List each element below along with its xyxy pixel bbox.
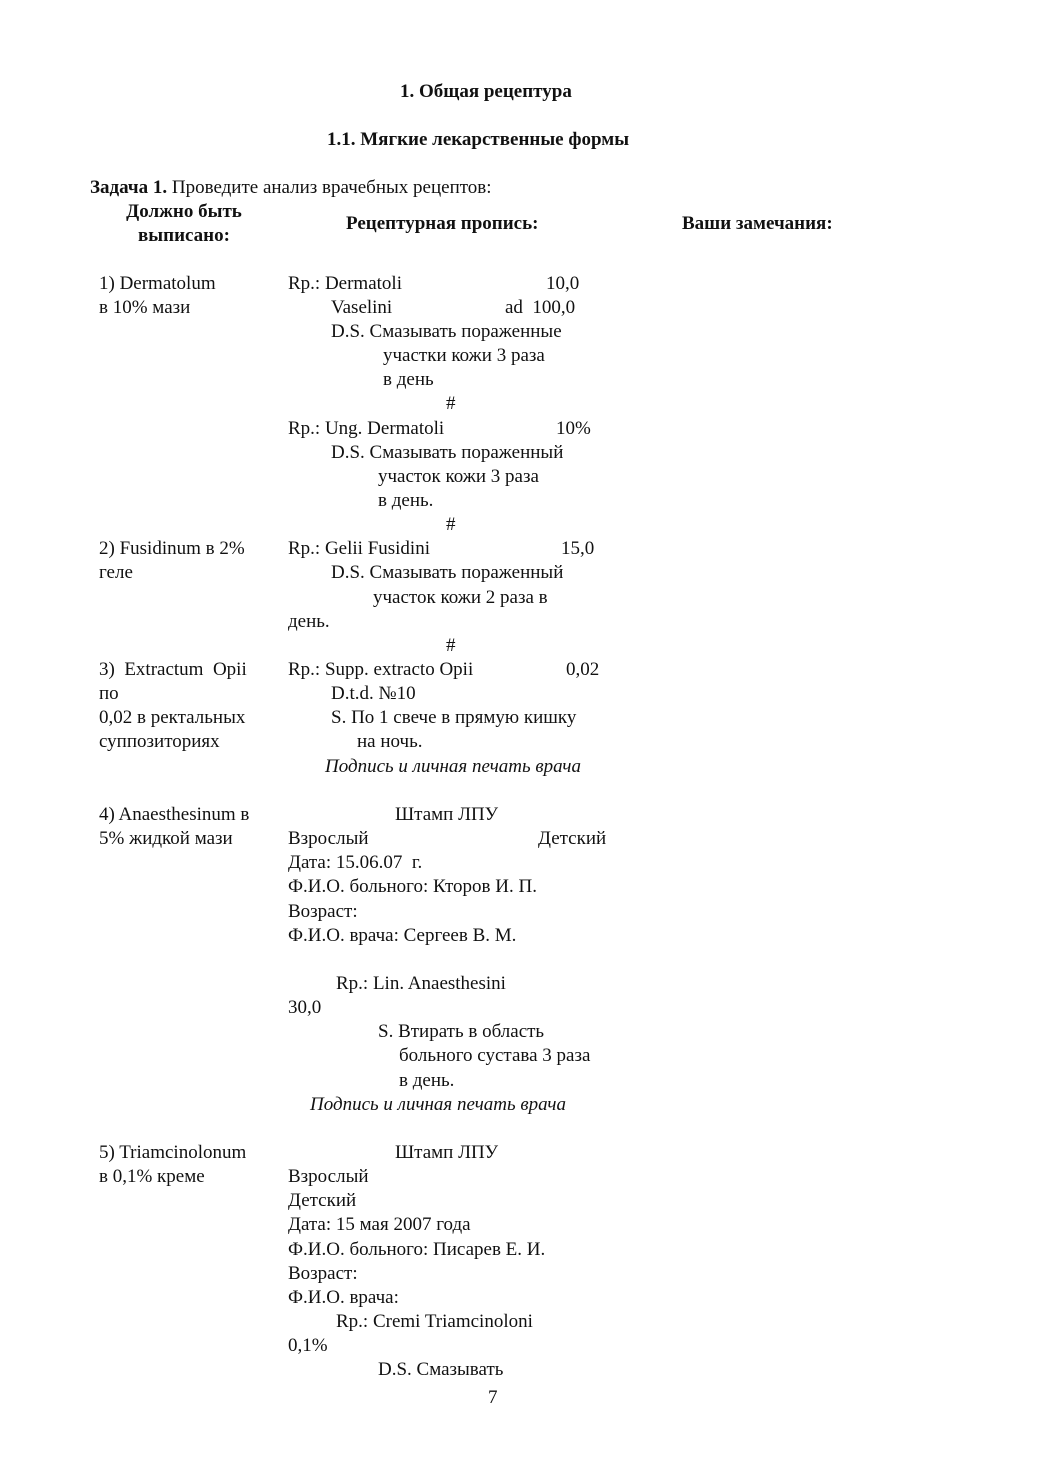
item4-s-line2: больного сустава 3 раза [399, 1045, 591, 1066]
item5-stamp: Штамп ЛПУ [395, 1142, 499, 1163]
item3-line1: 3) Extractum Opii [99, 659, 247, 680]
task-text: Проведите анализ врачебных рецептов: [167, 177, 492, 198]
item3-rx-line1-label: Rp.: Supp. extracto Opii [288, 659, 474, 680]
page-number: 7 [488, 1387, 498, 1408]
item4-s-line1: S. Втирать в область [378, 1021, 545, 1042]
item1-rx1-line3: D.S. Смазывать пораженные [331, 321, 562, 342]
item4-signature: Подпись и личная печать врача [310, 1094, 566, 1115]
item5-ds: D.S. Смазывать [378, 1359, 504, 1380]
item4-age: Возраст: [288, 901, 358, 922]
item1-rx1-line1-value: 10,0 [546, 273, 580, 294]
subsection-title: 1.1. Мягкие лекарственные формы [327, 129, 630, 150]
item3-rx-line4: на ночь. [357, 731, 423, 752]
item4-date: Дата: 15.06.07 г. [288, 852, 423, 873]
item1-rx1-line4: участки кожи 3 раза [383, 345, 545, 366]
item1-rx2-line3: участок кожи 3 раза [378, 466, 539, 487]
item4-s-line3: в день. [399, 1070, 455, 1091]
header-col3: Ваши замечания: [682, 213, 833, 234]
item5-rp: Rp.: Cremi Triamcinoloni [336, 1311, 533, 1332]
item5-doctor: Ф.И.О. врача: [288, 1287, 399, 1308]
item1-rx1-line2-label: Vaselini [331, 297, 393, 318]
item4-patient: Ф.И.О. больного: Кторов И. П. [288, 876, 537, 897]
item4-child: Детский [538, 828, 607, 849]
item1-line2: в 10% мази [99, 297, 191, 318]
item1-separator2: # [446, 514, 456, 535]
header-col1-line2: выписано: [138, 225, 230, 246]
task-line [90, 176, 492, 200]
item1-rx1-line5: в день [383, 369, 434, 390]
item1-line1: 1) Dermatolum [99, 273, 216, 294]
item2-rx-line1-value: 15,0 [561, 538, 595, 559]
item5-child: Детский [288, 1190, 357, 1211]
item3-signature: Подпись и личная печать врача [325, 756, 581, 777]
item3-line4: суппозиториях [99, 731, 220, 752]
item4-doctor: Ф.И.О. врача: Сергеев В. М. [288, 925, 517, 946]
task-label: Задача 1. [90, 177, 168, 198]
header-col2: Рецептурная пропись: [346, 213, 539, 234]
item5-age: Возраст: [288, 1263, 358, 1284]
item2-line2: геле [99, 562, 133, 583]
item4-adult: Взрослый [288, 828, 369, 849]
item2-line1: 2) Fusidinum в 2% [99, 538, 245, 559]
item1-rx1-line2-value: ad 100,0 [505, 297, 576, 318]
item4-stamp: Штамп ЛПУ [395, 804, 499, 825]
item5-line2: в 0,1% креме [99, 1166, 205, 1187]
item4-amount: 30,0 [288, 997, 322, 1018]
item1-rx2-line1-value: 10% [556, 418, 591, 439]
header-col1-line1: Должно быть [126, 201, 242, 222]
item1-rx2-line4: в день. [378, 490, 434, 511]
item1-separator1: # [446, 393, 456, 414]
item2-separator: # [446, 635, 456, 656]
item3-rx-line1-value: 0,02 [566, 659, 600, 680]
item2-rx-line1-label: Rp.: Gelii Fusidini [288, 538, 430, 559]
item3-rx-line2: D.t.d. №10 [331, 683, 416, 704]
item5-amount: 0,1% [288, 1335, 328, 1356]
item2-rx-line4: день. [288, 611, 330, 632]
item5-line1: 5) Triamcinolonum [99, 1142, 247, 1163]
item1-rx1-line1-label: Rp.: Dermatoli [288, 273, 402, 294]
item3-line2: по [99, 683, 119, 704]
item4-line2: 5% жидкой мази [99, 828, 233, 849]
item2-rx-line3: участок кожи 2 раза в [373, 587, 548, 608]
item5-patient: Ф.И.О. больного: Писарев Е. И. [288, 1239, 546, 1260]
item3-rx-line3: S. По 1 свече в прямую кишку [331, 707, 577, 728]
section-title: 1. Общая рецептура [400, 81, 572, 102]
item4-line1: 4) Anaesthesinum в [99, 804, 250, 825]
item5-date: Дата: 15 мая 2007 года [288, 1214, 471, 1235]
item3-line3: 0,02 в ректальных [99, 707, 246, 728]
item1-rx2-line2: D.S. Смазывать пораженный [331, 442, 564, 463]
item4-rp: Rp.: Lin. Anaesthesini [336, 973, 506, 994]
item1-rx2-line1-label: Rp.: Ung. Dermatoli [288, 418, 445, 439]
item2-rx-line2: D.S. Смазывать пораженный [331, 562, 564, 583]
item5-adult: Взрослый [288, 1166, 369, 1187]
